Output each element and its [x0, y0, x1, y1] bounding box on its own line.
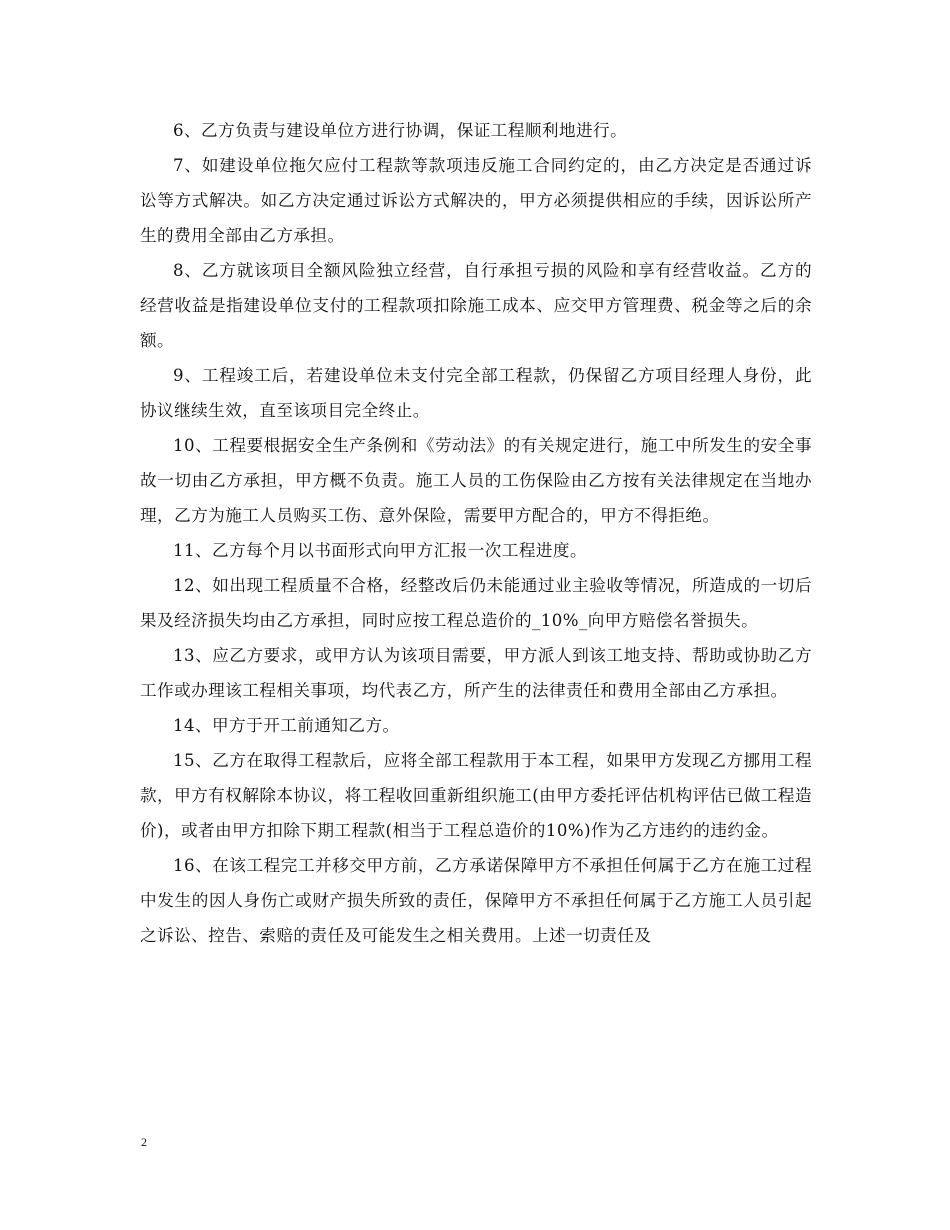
document-body: [140, 113, 812, 953]
clause-9: 9、工程竣工后，若建设单位未支付完全部工程款，仍保留乙方项目经理人身份，此协议继续生效，直至该项目完全终止。: [140, 366, 812, 420]
clause-14: 14、甲方于开工前通知乙方。: [173, 716, 400, 735]
clause-10: 10、工程要根据安全生产条例和《劳动法》的有关规定进行，施工中所发生的安全事故一切由乙方承担，甲方概不负责。施工人员的工伤保险由乙方按有关法律规定在当地办理，乙方为施工人员购买工伤、意外保险，需要甲方配合的，甲方不得拒绝。: [140, 436, 812, 525]
clause-11: 11、乙方每个月以书面形式向甲方汇报一次工程进度。: [173, 541, 588, 560]
clause-12: 12、如出现工程质量不合格，经整改后仍未能通过业主验收等情况，所造成的一切后果及经济损失均由乙方承担，同时应按工程总造价的_10%_向甲方赔偿名誉损失。: [140, 576, 812, 630]
clause-16: 16、在该工程完工并移交甲方前，乙方承诺保障甲方不承担任何属于乙方在施工过程中发生的因人身伤亡或财产损失所致的责任，保障甲方不承担任何属于乙方施工人员引起之诉讼、控告、索赔的责任及可能发生之相关费用。上述一切责任及: [140, 856, 812, 945]
clause-15: 15、乙方在取得工程款后，应将全部工程款用于本工程，如果甲方发现乙方挪用工程款，甲方有权解除本协议，将工程收回重新组织施工(由甲方委托评估机构评估已做工程造价)，或者由甲方扣除下期工程款(相当于工程总造价的10%)作为乙方违约的违约金。: [140, 751, 812, 840]
clause-13: 13、应乙方要求，或甲方认为该项目需要，甲方派人到该工地支持、帮助或协助乙方工作或办理该工程相关事项，均代表乙方，所产生的法律责任和费用全部由乙方承担。: [140, 646, 812, 700]
clause-6: 6、乙方负责与建设单位方进行协调，保证工程顺利地进行。: [173, 121, 628, 140]
clause-7: 7、如建设单位拖欠应付工程款等款项违反施工合同约定的，由乙方决定是否通过诉讼等方式解决。如乙方决定通过诉讼方式解决的，甲方必须提供相应的手续，因诉讼所产生的费用全部由乙方承担。: [140, 156, 812, 245]
clause-8: 8、乙方就该项目全额风险独立经营，自行承担亏损的风险和享有经营收益。乙方的经营收益是指建设单位支付的工程款项扣除施工成本、应交甲方管理费、税金等之后的余额。: [140, 261, 812, 350]
page-number: 2: [141, 1135, 147, 1149]
